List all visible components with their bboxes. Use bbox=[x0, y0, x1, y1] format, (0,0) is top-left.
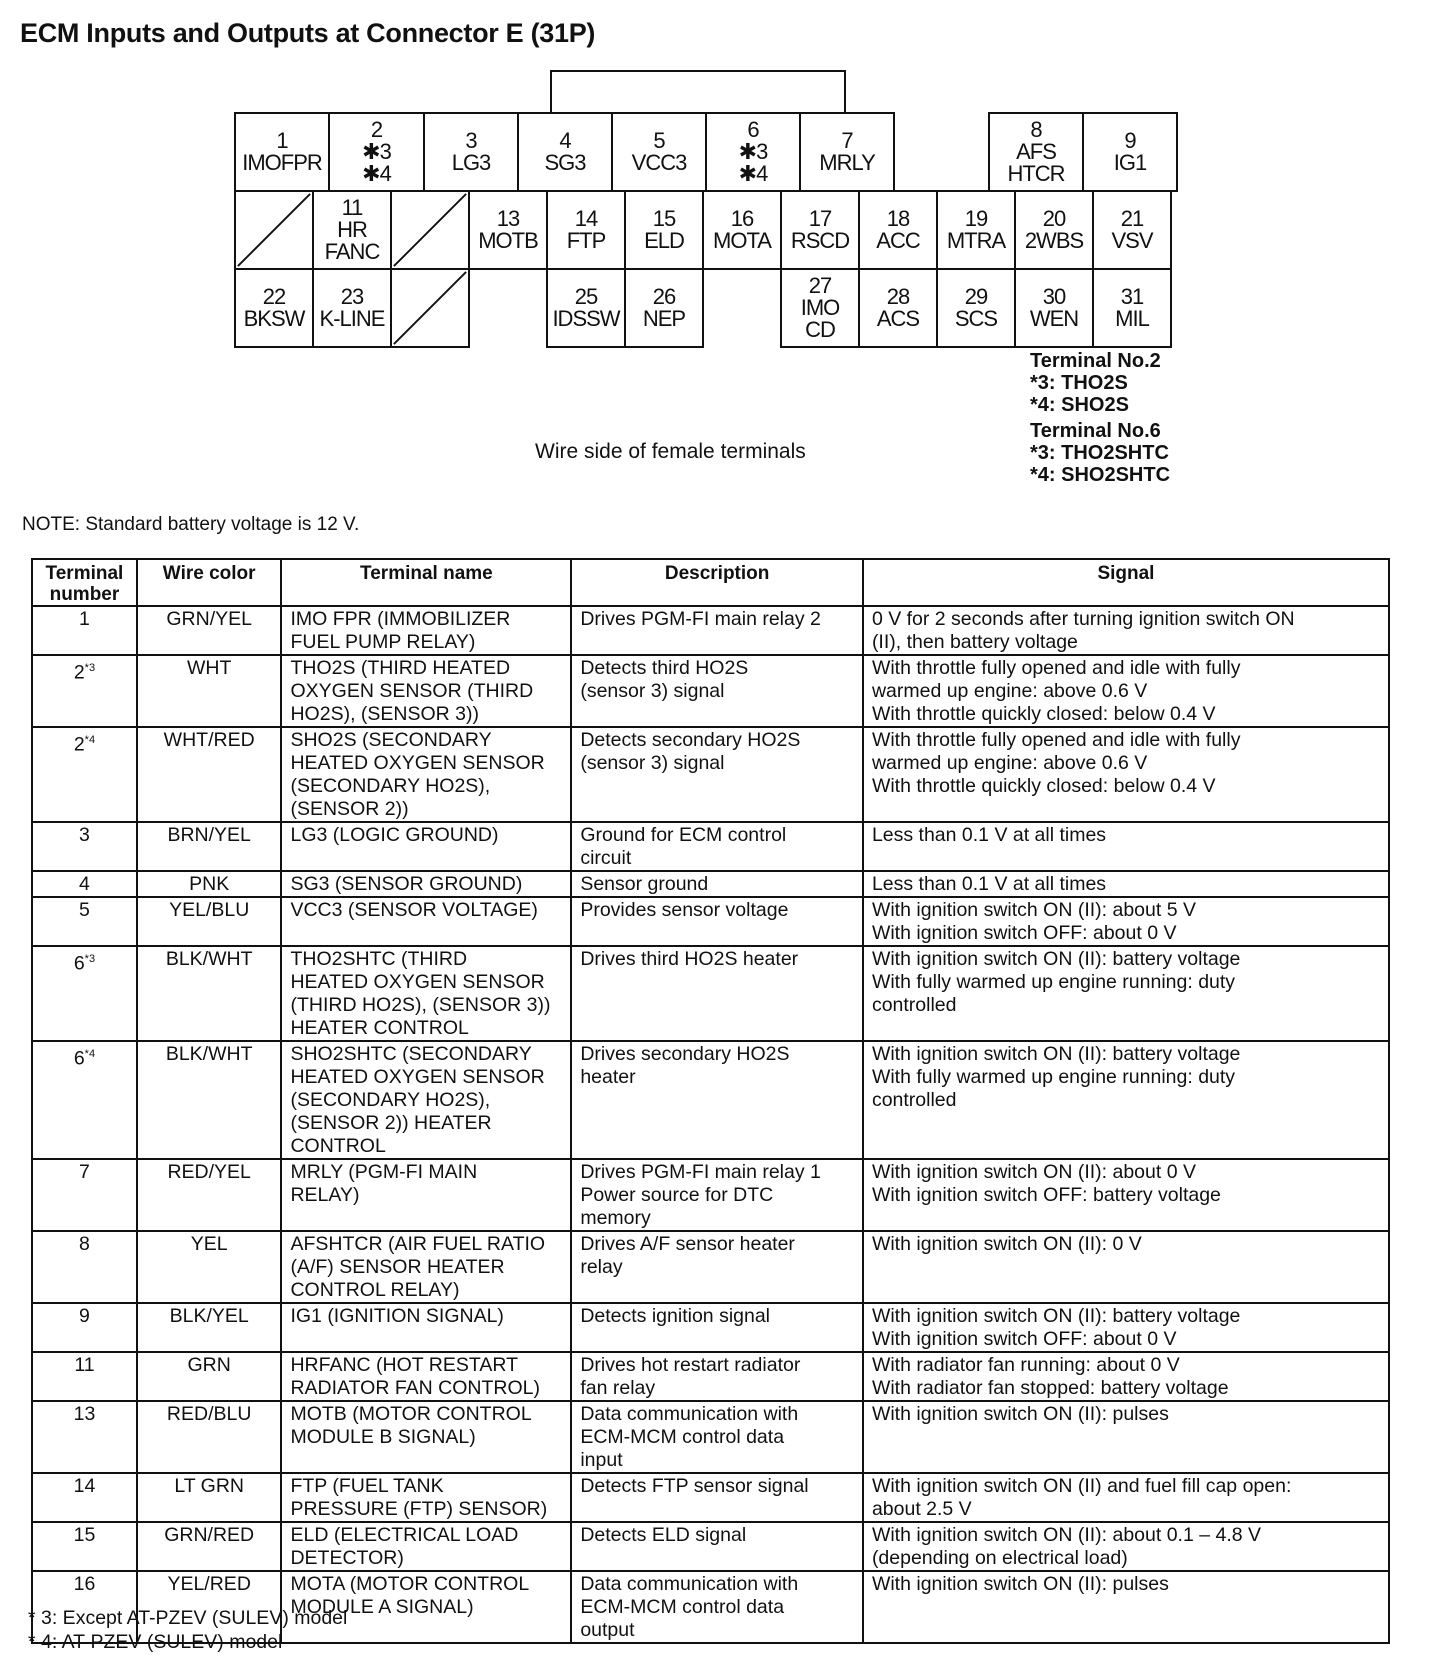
table-row bbox=[32, 897, 1389, 946]
cell-terminal-name-line: (SENSOR 2)) bbox=[290, 798, 409, 820]
header-terminal-number: Terminal number bbox=[32, 559, 137, 606]
cell-description bbox=[571, 1231, 863, 1303]
cell-terminal-name bbox=[281, 606, 571, 655]
cell-terminal-name bbox=[281, 1231, 571, 1303]
cell-description-line: fan relay bbox=[580, 1377, 656, 1399]
cell-signal-line: With ignition switch ON (II) and fuel fill cap open: bbox=[871, 1475, 1292, 1497]
terminal-footnote-mark: *4 bbox=[84, 734, 96, 746]
terminal-number: 11 bbox=[74, 1354, 95, 1376]
terminal-2: 2 ✱3 ✱4 bbox=[328, 112, 425, 192]
legend-t2-a: *3: THO2S bbox=[1030, 372, 1128, 394]
cell-terminal-name-line: SG3 (SENSOR GROUND) bbox=[290, 873, 523, 895]
cell-signal-line: With ignition switch ON (II): pulses bbox=[871, 1573, 1169, 1595]
footnote-4: * 4: AT-PZEV (SULEV) model bbox=[28, 1631, 283, 1653]
cell-description bbox=[571, 897, 863, 946]
cell-terminal-name bbox=[281, 727, 571, 822]
terminal-5: 5 VCC3 bbox=[611, 112, 707, 192]
cell-description-line: heater bbox=[580, 1066, 636, 1088]
cell-description bbox=[571, 1571, 863, 1643]
table-row bbox=[32, 1231, 1389, 1303]
cell-terminal-name-line: ELD (ELECTRICAL LOAD bbox=[290, 1524, 519, 1546]
cell-signal-line: With ignition switch ON (II): battery voltage bbox=[871, 1305, 1241, 1327]
battery-note: NOTE: Standard battery voltage is 12 V. bbox=[22, 514, 360, 535]
cell-description-line: ECM-MCM control data bbox=[580, 1596, 785, 1618]
cell-signal-line: With ignition switch ON (II): about 0.1 – 4.8 V bbox=[871, 1524, 1262, 1546]
cell-terminal-name-line: SHO2S (SECONDARY bbox=[290, 729, 492, 751]
terminal-24-blank bbox=[390, 268, 470, 348]
cell-terminal-number bbox=[32, 1522, 137, 1571]
cell-wire-color: RED/YEL bbox=[137, 1159, 282, 1231]
cell-wire-color: LT GRN bbox=[137, 1473, 282, 1522]
cell-terminal-name-line: FTP (FUEL TANK bbox=[290, 1475, 444, 1497]
legend-t6-title: Terminal No.6 bbox=[1030, 420, 1161, 442]
cell-signal bbox=[863, 727, 1389, 822]
cell-description-line: relay bbox=[580, 1256, 623, 1278]
table-header-row bbox=[32, 559, 1389, 606]
terminal-number: 14 bbox=[73, 1475, 96, 1497]
cell-wire-color: BRN/YEL bbox=[137, 822, 282, 871]
cell-terminal-name-line: (THIRD HO2S), (SENSOR 3)) bbox=[290, 994, 551, 1016]
cell-signal-line: With ignition switch ON (II): about 5 V bbox=[871, 899, 1196, 921]
cell-terminal-name bbox=[281, 1303, 571, 1352]
cell-signal-line: (depending on electrical load) bbox=[871, 1547, 1128, 1569]
terminal-number: 2 bbox=[73, 661, 85, 684]
legend-t6-b: *4: SHO2SHTC bbox=[1030, 464, 1171, 486]
terminal-22: 22 BKSW bbox=[234, 268, 314, 348]
cell-description-line: Detects secondary HO2S bbox=[580, 729, 801, 751]
legend-t2-title: Terminal No.2 bbox=[1030, 350, 1161, 372]
cell-signal-line: controlled bbox=[871, 994, 957, 1016]
cell-terminal-name-line: HEATER CONTROL bbox=[290, 1017, 469, 1039]
cell-terminal-name-line: MODULE A SIGNAL) bbox=[290, 1596, 474, 1618]
cell-terminal-number bbox=[32, 1401, 137, 1473]
cell-terminal-name-line: (SENSOR 2)) HEATER bbox=[290, 1112, 492, 1134]
cell-description-line: Data communication with bbox=[580, 1573, 799, 1595]
cell-description-line: Drives third HO2S heater bbox=[580, 948, 799, 970]
cell-signal bbox=[863, 1159, 1389, 1231]
cell-terminal-name-line: MOTA (MOTOR CONTROL bbox=[290, 1573, 530, 1595]
terminal-29: 29 SCS bbox=[936, 268, 1016, 348]
cell-signal-line: With fully warmed up engine running: duty bbox=[871, 1066, 1236, 1088]
cell-description bbox=[571, 822, 863, 871]
terminal-30: 30 WEN bbox=[1014, 268, 1094, 348]
footnotes bbox=[28, 1606, 347, 1654]
cell-terminal-number bbox=[32, 727, 137, 822]
cell-description-line: Drives PGM-FI main relay 1 bbox=[580, 1161, 821, 1183]
cell-terminal-number bbox=[32, 946, 137, 1041]
terminal-1: 1 IMOFPR bbox=[234, 112, 330, 192]
footnote-3: * 3: Except AT-PZEV (SULEV) model bbox=[28, 1607, 348, 1629]
cell-wire-color: WHT/RED bbox=[137, 727, 282, 822]
cell-terminal-name-line: (SECONDARY HO2S), bbox=[290, 1089, 491, 1111]
cell-signal-line: With ignition switch OFF: battery voltage bbox=[871, 1184, 1221, 1206]
terminal-19: 19 MTRA bbox=[936, 190, 1016, 270]
cell-signal bbox=[863, 1473, 1389, 1522]
terminal-number: 16 bbox=[73, 1573, 96, 1595]
cell-signal bbox=[863, 1401, 1389, 1473]
cell-description-line: output bbox=[580, 1619, 635, 1641]
cell-terminal-name bbox=[281, 1352, 571, 1401]
cell-terminal-number bbox=[32, 1352, 137, 1401]
cell-signal-line: warmed up engine: above 0.6 V bbox=[871, 752, 1148, 774]
terminal-10-blank bbox=[234, 190, 314, 270]
cell-terminal-number bbox=[32, 1041, 137, 1159]
cell-description-line: Detects ignition signal bbox=[580, 1305, 771, 1327]
cell-signal-line: With ignition switch ON (II): pulses bbox=[871, 1403, 1169, 1425]
cell-signal bbox=[863, 822, 1389, 871]
cell-terminal-name-line: THO2S (THIRD HEATED bbox=[290, 657, 511, 679]
cell-description-line: (sensor 3) signal bbox=[580, 752, 725, 774]
terminal-8: 8 AFS HTCR bbox=[988, 112, 1084, 192]
cell-terminal-number bbox=[32, 871, 137, 897]
terminal-15: 15 ELD bbox=[624, 190, 704, 270]
cell-terminal-number bbox=[32, 897, 137, 946]
terminal-26: 26 NEP bbox=[624, 268, 704, 348]
cell-signal-line: With throttle fully opened and idle with fully bbox=[871, 729, 1241, 751]
cell-signal bbox=[863, 897, 1389, 946]
cell-signal-line: warmed up engine: above 0.6 V bbox=[871, 680, 1148, 702]
cell-signal-line: With throttle quickly closed: below 0.4 V bbox=[871, 703, 1216, 725]
terminal-20: 20 2WBS bbox=[1014, 190, 1094, 270]
cell-signal-line: With radiator fan running: about 0 V bbox=[871, 1354, 1180, 1376]
header-wire-color: Wire color bbox=[137, 559, 282, 606]
cell-terminal-name-line: SHO2SHTC (SECONDARY bbox=[290, 1043, 532, 1065]
cell-signal bbox=[863, 1571, 1389, 1643]
cell-wire-color: GRN/RED bbox=[137, 1522, 282, 1571]
cell-description bbox=[571, 727, 863, 822]
table-row bbox=[32, 606, 1389, 655]
cell-terminal-name bbox=[281, 1401, 571, 1473]
table-row bbox=[32, 1159, 1389, 1231]
terminal-table bbox=[31, 558, 1390, 1644]
cell-signal-line: With throttle quickly closed: below 0.4 V bbox=[871, 775, 1216, 797]
cell-terminal-name-line: (SECONDARY HO2S), bbox=[290, 775, 491, 797]
cell-terminal-name-line: VCC3 (SENSOR VOLTAGE) bbox=[290, 899, 538, 921]
table-row bbox=[32, 871, 1389, 897]
terminal-footnote-mark: *4 bbox=[84, 1048, 96, 1060]
cell-description bbox=[571, 1041, 863, 1159]
cell-description-line: Ground for ECM control bbox=[580, 824, 787, 846]
connector-latch bbox=[550, 70, 846, 116]
cell-description-line: Provides sensor voltage bbox=[580, 899, 789, 921]
cell-wire-color: WHT bbox=[137, 655, 282, 727]
cell-terminal-name bbox=[281, 822, 571, 871]
table-row bbox=[32, 655, 1389, 727]
cell-terminal-number bbox=[32, 1231, 137, 1303]
terminal-16: 16 MOTA bbox=[702, 190, 782, 270]
terminal-number: 7 bbox=[79, 1161, 90, 1183]
cell-signal-line: controlled bbox=[871, 1089, 957, 1111]
cell-description bbox=[571, 946, 863, 1041]
table-row bbox=[32, 822, 1389, 871]
table-row bbox=[32, 1352, 1389, 1401]
cell-signal bbox=[863, 1352, 1389, 1401]
terminal-23: 23 K-LINE bbox=[312, 268, 392, 348]
terminal-number: 8 bbox=[79, 1233, 90, 1255]
cell-signal-line: With radiator fan stopped: battery voltage bbox=[871, 1377, 1229, 1399]
cell-wire-color: RED/BLU bbox=[137, 1401, 282, 1473]
terminal-number: 13 bbox=[73, 1403, 96, 1425]
cell-signal-line: With ignition switch ON (II): battery voltage bbox=[871, 948, 1241, 970]
cell-terminal-name-line: MRLY (PGM-FI MAIN bbox=[290, 1161, 478, 1183]
terminal-legend bbox=[1030, 350, 1170, 486]
cell-terminal-name-line: THO2SHTC (THIRD bbox=[290, 948, 468, 970]
cell-terminal-name-line: AFSHTCR (AIR FUEL RATIO bbox=[290, 1233, 546, 1255]
cell-description-line: memory bbox=[580, 1207, 651, 1229]
cell-signal bbox=[863, 1303, 1389, 1352]
table-row bbox=[32, 1401, 1389, 1473]
header-signal: Signal bbox=[863, 559, 1389, 606]
cell-wire-color: YEL/RED bbox=[137, 1571, 282, 1643]
cell-terminal-name bbox=[281, 655, 571, 727]
cell-terminal-number bbox=[32, 822, 137, 871]
cell-description bbox=[571, 1473, 863, 1522]
cell-wire-color: PNK bbox=[137, 871, 282, 897]
cell-terminal-name-line: HO2S), (SENSOR 3)) bbox=[290, 703, 479, 725]
cell-signal-line: With ignition switch ON (II): battery voltage bbox=[871, 1043, 1241, 1065]
cell-signal-line: With ignition switch OFF: about 0 V bbox=[871, 922, 1177, 944]
legend-t6-a: *3: THO2SHTC bbox=[1030, 442, 1169, 464]
cell-signal-line: With fully warmed up engine running: duty bbox=[871, 971, 1236, 993]
cell-terminal-number bbox=[32, 655, 137, 727]
cell-terminal-name-line: PRESSURE (FTP) SENSOR) bbox=[290, 1498, 548, 1520]
terminal-17: 17 RSCD bbox=[780, 190, 860, 270]
cell-signal-line: With ignition switch ON (II): 0 V bbox=[871, 1233, 1142, 1255]
cell-signal-line: Less than 0.1 V at all times bbox=[871, 824, 1107, 846]
terminal-number: 3 bbox=[79, 824, 90, 846]
cell-description bbox=[571, 1159, 863, 1231]
cell-signal bbox=[863, 1041, 1389, 1159]
terminal-number: 2 bbox=[73, 733, 85, 756]
cell-description-line: Drives secondary HO2S bbox=[580, 1043, 790, 1065]
terminal-9: 9 IG1 bbox=[1082, 112, 1178, 192]
page-title: ECM Inputs and Outputs at Connector E (31P) bbox=[20, 18, 596, 48]
terminal-25: 25 IDSSW bbox=[546, 268, 626, 348]
cell-terminal-number bbox=[32, 1473, 137, 1522]
terminal-3: 3 LG3 bbox=[423, 112, 519, 192]
table-row bbox=[32, 1473, 1389, 1522]
cell-description bbox=[571, 871, 863, 897]
cell-terminal-name-line: IMO FPR (IMMOBILIZER bbox=[290, 608, 511, 630]
legend-t2-b: *4: SHO2S bbox=[1030, 394, 1129, 416]
cell-signal-line: (II), then battery voltage bbox=[871, 631, 1078, 653]
cell-description-line: (sensor 3) signal bbox=[580, 680, 725, 702]
table-row bbox=[32, 1303, 1389, 1352]
cell-terminal-name bbox=[281, 1159, 571, 1231]
cell-wire-color: GRN/YEL bbox=[137, 606, 282, 655]
terminal-13: 13 MOTB bbox=[468, 190, 548, 270]
table-row bbox=[32, 946, 1389, 1041]
cell-terminal-name-line: HRFANC (HOT RESTART bbox=[290, 1354, 518, 1376]
cell-description bbox=[571, 1303, 863, 1352]
terminal-footnote-mark: *3 bbox=[84, 662, 96, 674]
cell-terminal-name-line: LG3 (LOGIC GROUND) bbox=[290, 824, 499, 846]
header-terminal-name: Terminal name bbox=[281, 559, 571, 606]
cell-terminal-name-line: OXYGEN SENSOR (THIRD bbox=[290, 680, 534, 702]
terminal-18: 18 ACC bbox=[858, 190, 938, 270]
cell-description-line: Detects FTP sensor signal bbox=[580, 1475, 809, 1497]
terminal-7: 7 MRLY bbox=[799, 112, 895, 192]
terminal-31: 31 MIL bbox=[1092, 268, 1172, 348]
cell-description bbox=[571, 1352, 863, 1401]
header-description: Description bbox=[571, 559, 863, 606]
cell-signal bbox=[863, 606, 1389, 655]
cell-signal bbox=[863, 1231, 1389, 1303]
cell-signal-line: Less than 0.1 V at all times bbox=[871, 873, 1107, 895]
cell-terminal-name-line: DETECTOR) bbox=[290, 1547, 404, 1569]
cell-terminal-name-line: IG1 (IGNITION SIGNAL) bbox=[290, 1305, 504, 1327]
terminal-6: 6 ✱3 ✱4 bbox=[705, 112, 801, 192]
cell-terminal-name-line: HEATED OXYGEN SENSOR bbox=[290, 752, 545, 774]
diagram-caption: Wire side of female terminals bbox=[535, 440, 806, 463]
terminal-28: 28 ACS bbox=[858, 268, 938, 348]
cell-description-line: Detects ELD signal bbox=[580, 1524, 747, 1546]
terminal-14: 14 FTP bbox=[546, 190, 626, 270]
cell-description bbox=[571, 606, 863, 655]
cell-signal-line: With ignition switch ON (II): about 0 V bbox=[871, 1161, 1196, 1183]
cell-wire-color: BLK/WHT bbox=[137, 946, 282, 1041]
terminal-number: 6 bbox=[73, 952, 85, 975]
cell-description-line: ECM-MCM control data bbox=[580, 1426, 785, 1448]
cell-wire-color: GRN bbox=[137, 1352, 282, 1401]
terminal-number: 5 bbox=[79, 899, 90, 921]
cell-terminal-name-line: HEATED OXYGEN SENSOR bbox=[290, 971, 545, 993]
cell-terminal-name-line: FUEL PUMP RELAY) bbox=[290, 631, 476, 653]
cell-signal bbox=[863, 655, 1389, 727]
cell-signal-line: With throttle fully opened and idle with fully bbox=[871, 657, 1241, 679]
cell-terminal-name-line: HEATED OXYGEN SENSOR bbox=[290, 1066, 545, 1088]
cell-wire-color: YEL/BLU bbox=[137, 897, 282, 946]
cell-description bbox=[571, 1401, 863, 1473]
cell-terminal-name bbox=[281, 1041, 571, 1159]
cell-terminal-name-line: CONTROL RELAY) bbox=[290, 1279, 460, 1301]
cell-signal-line: With ignition switch OFF: about 0 V bbox=[871, 1328, 1177, 1350]
terminal-4: 4 SG3 bbox=[517, 112, 613, 192]
terminal-number: 6 bbox=[73, 1047, 85, 1070]
cell-terminal-number bbox=[32, 1303, 137, 1352]
cell-signal bbox=[863, 1522, 1389, 1571]
terminal-12-blank bbox=[390, 190, 470, 270]
cell-description-line: Drives hot restart radiator bbox=[580, 1354, 801, 1376]
cell-description-line: input bbox=[580, 1449, 623, 1471]
cell-terminal-name-line: RADIATOR FAN CONTROL) bbox=[290, 1377, 541, 1399]
cell-description-line: Data communication with bbox=[580, 1403, 799, 1425]
cell-terminal-number bbox=[32, 606, 137, 655]
cell-terminal-name-line: CONTROL bbox=[290, 1135, 386, 1157]
cell-terminal-name bbox=[281, 1473, 571, 1522]
cell-description bbox=[571, 655, 863, 727]
cell-terminal-name-line: RELAY) bbox=[290, 1184, 360, 1206]
cell-terminal-name-line: (A/F) SENSOR HEATER bbox=[290, 1256, 505, 1278]
cell-wire-color: YEL bbox=[137, 1231, 282, 1303]
terminal-number: 15 bbox=[73, 1524, 96, 1546]
table-row bbox=[32, 727, 1389, 822]
cell-terminal-name-line: MOTB (MOTOR CONTROL bbox=[290, 1403, 532, 1425]
terminal-21: 21 VSV bbox=[1092, 190, 1172, 270]
cell-description-line: Drives A/F sensor heater bbox=[580, 1233, 795, 1255]
cell-terminal-name-line: MODULE B SIGNAL) bbox=[290, 1426, 476, 1448]
terminal-number: 4 bbox=[79, 873, 90, 895]
cell-description-line: Sensor ground bbox=[580, 873, 709, 895]
cell-description-line: Drives PGM-FI main relay 2 bbox=[580, 608, 821, 630]
cell-signal bbox=[863, 871, 1389, 897]
cell-description-line: Detects third HO2S bbox=[580, 657, 749, 679]
cell-signal bbox=[863, 946, 1389, 1041]
terminal-number: 9 bbox=[79, 1305, 90, 1327]
cell-terminal-name bbox=[281, 946, 571, 1041]
cell-terminal-number bbox=[32, 1159, 137, 1231]
table-row bbox=[32, 1041, 1389, 1159]
cell-terminal-name bbox=[281, 871, 571, 897]
cell-description bbox=[571, 1522, 863, 1571]
terminal-27: 27 IMO CD bbox=[780, 268, 860, 348]
cell-wire-color: BLK/WHT bbox=[137, 1041, 282, 1159]
cell-terminal-name bbox=[281, 1522, 571, 1571]
cell-terminal-name bbox=[281, 897, 571, 946]
terminal-11: 11 HR FANC bbox=[312, 190, 392, 270]
cell-signal-line: 0 V for 2 seconds after turning ignition switch ON bbox=[871, 608, 1295, 630]
cell-description-line: Power source for DTC bbox=[580, 1184, 774, 1206]
cell-signal-line: about 2.5 V bbox=[871, 1498, 972, 1520]
cell-wire-color: BLK/YEL bbox=[137, 1303, 282, 1352]
table-row bbox=[32, 1522, 1389, 1571]
terminal-footnote-mark: *3 bbox=[84, 953, 96, 965]
cell-description-line: circuit bbox=[580, 847, 632, 869]
terminal-number: 1 bbox=[79, 608, 90, 630]
